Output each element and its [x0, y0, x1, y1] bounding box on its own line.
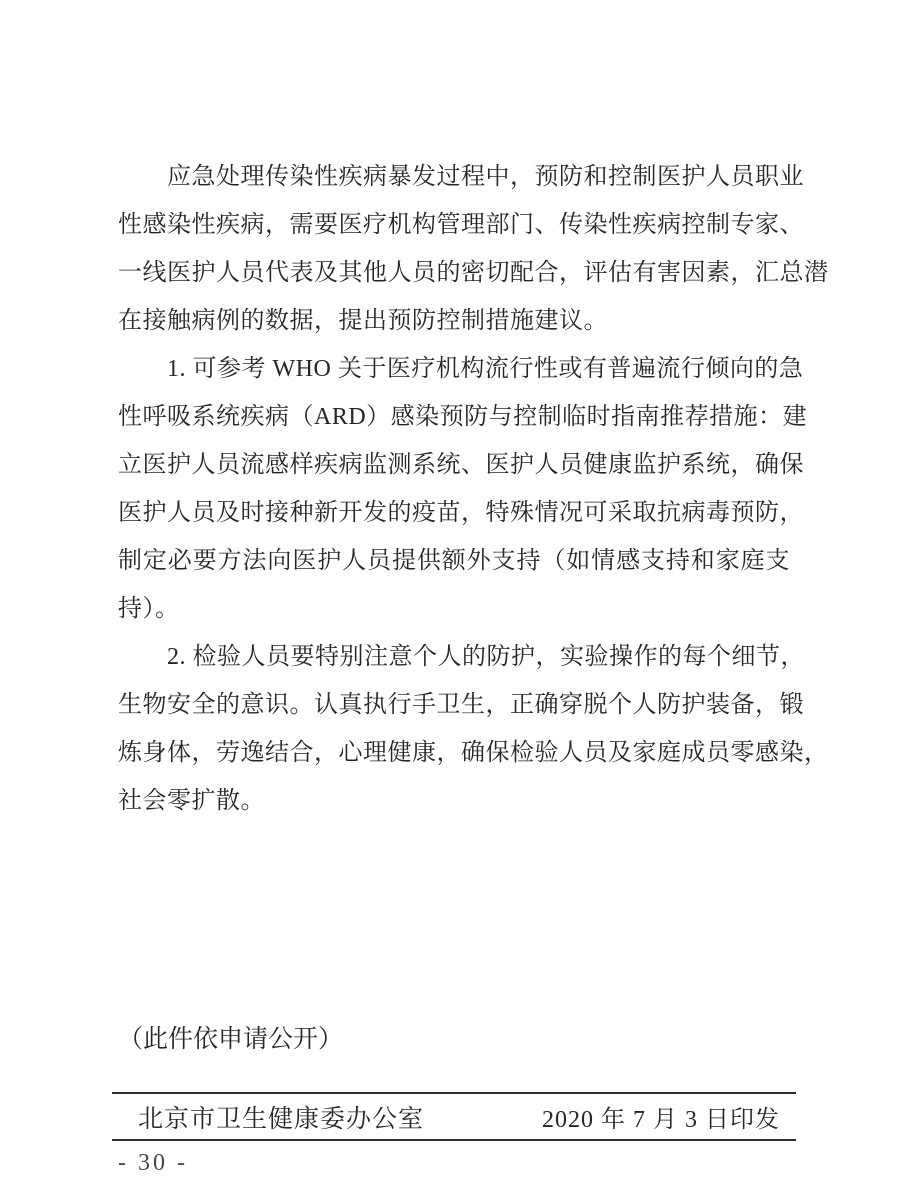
body-line: 生物安全的意识。认真执行手卫生，正确穿脱个人防护装备，锻	[118, 692, 804, 718]
issuing-office: 北京市卫生健康委办公室	[138, 1105, 425, 1133]
page-number: - 30 -	[118, 1150, 188, 1176]
body-line: 社会零扩散。	[118, 788, 265, 814]
colophon-row	[112, 1094, 796, 1139]
body-line: 在接触病例的数据，提出预防控制措施建议。	[118, 308, 608, 334]
colophon	[112, 1092, 796, 1141]
disclosure-note: （此件依申请公开）	[118, 1026, 344, 1053]
colophon-bottom-rule	[112, 1139, 796, 1141]
body-line: 炼身体，劳逸结合，心理健康，确保检验人员及家庭成员零感染，	[118, 740, 829, 766]
body-line: 2. 检验人员要特别注意个人的防护，实验操作的每个细节，	[167, 644, 805, 670]
body-line: 应急处理传染性疾病暴发过程中，预防和控制医护人员职业	[167, 164, 804, 190]
print-date: 2020 年 7 月 3 日印发	[542, 1107, 780, 1133]
body-line: 性感染性疾病，需要医疗机构管理部门、传染性疾病控制专家、	[118, 212, 804, 238]
body-line: 性呼吸系统疾病（ARD）感染预防与控制临时指南推荐措施：建	[118, 404, 808, 430]
body-line: 1. 可参考 WHO 关于医疗机构流行性或有普遍流行倾向的急	[167, 356, 804, 382]
body-line: 持）。	[118, 596, 180, 622]
body-line: 立医护人员流感样疾病监测系统、医护人员健康监护系统，确保	[118, 452, 804, 478]
body-line: 制定必要方法向医护人员提供额外支持（如情感支持和家庭支	[118, 548, 790, 574]
body-line: 一线医护人员代表及其他人员的密切配合，评估有害因素，汇总潜	[118, 260, 829, 286]
body-line: 医护人员及时接种新开发的疫苗，特殊情况可采取抗病毒预防，	[118, 500, 804, 526]
body-text	[118, 153, 829, 825]
